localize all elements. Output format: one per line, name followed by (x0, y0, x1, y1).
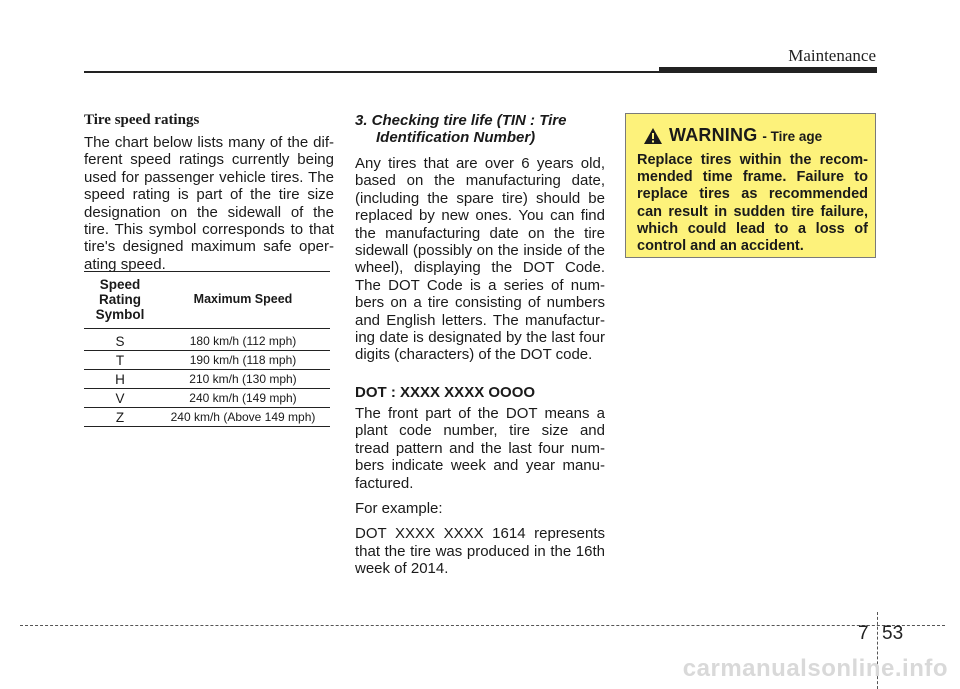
table-row (84, 351, 330, 370)
warning-header (643, 125, 822, 146)
page-number: 53 (882, 623, 904, 644)
speed-ratings-text: The chart below lists many of the dif-ferent speed ratings currently being used for passenger vehicle tires. The speed rating is part of the tire size designation on the sidewall of the tire. This symbol corresponds to that tire's designed maximum safe oper-ating speed. (84, 134, 334, 273)
rating-symbol: T (84, 351, 156, 370)
table-header-symbol: Speed Rating Symbol (84, 272, 156, 329)
tin-paragraph-2: The front part of the DOT means a plant code number, tire size and tread pattern and the last four num-bers indicate week and year manu-factured. (355, 404, 605, 492)
watermark-text: carmanualsonline.info (682, 655, 948, 682)
rating-speed: 240 km/h (149 mph) (156, 389, 330, 408)
rating-symbol: S (115, 333, 125, 349)
left-column (84, 112, 334, 273)
rating-symbol: H (84, 370, 156, 389)
table-header-row (84, 272, 330, 329)
rating-symbol: Z (84, 408, 156, 427)
middle-column (355, 112, 605, 578)
table-row (84, 370, 330, 389)
footer-rule (20, 625, 945, 626)
tin-paragraph-4: DOT XXXX XXXX 1614 represents that the tire was produced in the 16th week of 2014. (355, 525, 605, 578)
rating-speed: 240 km/h (Above 149 mph) (156, 408, 330, 427)
rating-speed: 190 km/h (118 mph) (156, 351, 330, 370)
header-title: Maintenance (788, 46, 876, 65)
table-row (84, 408, 330, 427)
warning-subtitle: - Tire age (762, 129, 823, 144)
table-row (84, 329, 330, 351)
header-rule-thin (84, 71, 684, 73)
warning-title: WARNING (669, 125, 758, 145)
rating-speed: 210 km/h (130 mph) (156, 370, 330, 389)
warning-text: Replace tires within the recom-mended time frame. Failure to replace tires as recommended can result in sudden tire failure, which could lead to a loss of control and an accident. (637, 152, 868, 255)
table-row (84, 389, 330, 408)
table-header-speed: Maximum Speed (156, 272, 330, 329)
chapter-number: 7 (858, 623, 869, 644)
header-rule-thick (659, 67, 877, 73)
rating-speed: 180 km/h (112 mph) (189, 334, 297, 348)
watermark (0, 655, 960, 683)
warning-triangle-icon (643, 127, 663, 145)
warning-box (625, 113, 876, 258)
tin-paragraph-3: For example: (355, 499, 443, 517)
tin-section-heading (355, 112, 605, 146)
tin-heading-line1: 3. Checking tire life (TIN : Tire (355, 112, 567, 129)
rating-symbol: V (84, 389, 156, 408)
speed-ratings-heading: Tire speed ratings (84, 112, 200, 128)
dot-code-example: DOT : XXXX XXXX OOOO (355, 383, 536, 401)
tin-heading-line2: Identification Number) (376, 129, 536, 146)
tin-paragraph-1: Any tires that are over 6 years old, based on the manufacturing date, (including the spare tire) should be replaced by new ones. You can find the manufacturing date on the tire sidewall (possibly on the inside of the wheel), displaying the DOT Code. The DOT Code is a series of num-bers on a tire consisting of numbers and English letters. The manufactur-ing date is designated by the last four digits (characters) of the DOT code. (355, 155, 605, 364)
speed-rating-table (84, 271, 330, 427)
